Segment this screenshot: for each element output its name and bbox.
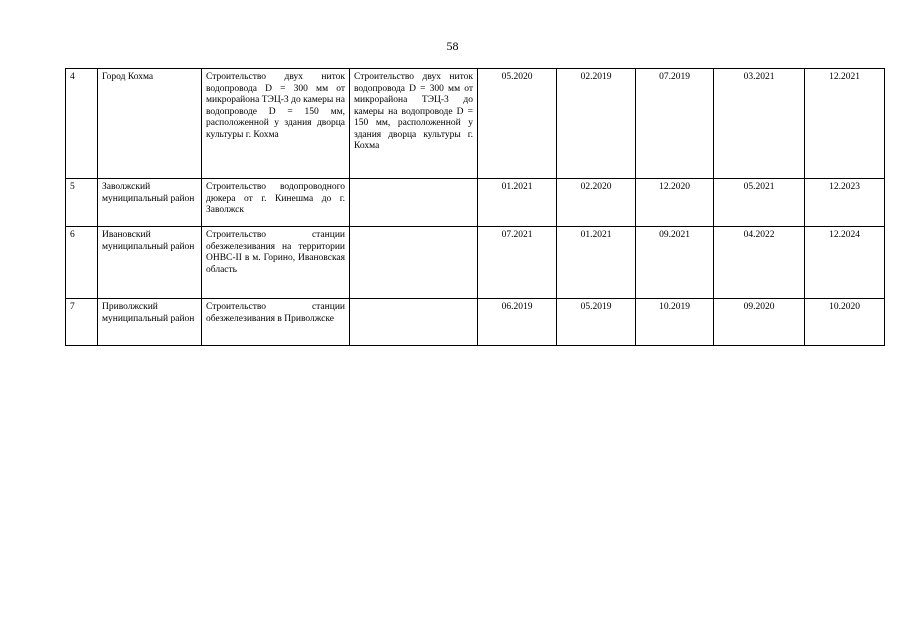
page-number: 58 <box>446 39 459 53</box>
date-cell: 01.2021 <box>557 227 636 299</box>
municipality-name: Город Кохма <box>98 69 202 179</box>
row-number: 4 <box>66 69 98 179</box>
municipality-name: Приволжский муниципальный район <box>98 299 202 346</box>
date-cell: 05.2019 <box>557 299 636 346</box>
date-cell: 06.2019 <box>478 299 557 346</box>
date-cell: 03.2021 <box>714 69 805 179</box>
row-number: 6 <box>66 227 98 299</box>
schedule-table <box>65 68 885 346</box>
date-cell: 01.2021 <box>478 179 557 227</box>
date-cell: 12.2021 <box>805 69 885 179</box>
project-description: Строительство станции обезжелезивания на территории ОНВС-II в м. Горино, Ивановская область <box>202 227 350 299</box>
date-cell: 09.2021 <box>636 227 714 299</box>
municipality-name: Ивановский муниципальный район <box>98 227 202 299</box>
date-cell: 09.2020 <box>714 299 805 346</box>
date-cell: 12.2020 <box>636 179 714 227</box>
project-description-secondary <box>350 179 478 227</box>
date-cell: 10.2020 <box>805 299 885 346</box>
table-row <box>66 227 885 299</box>
date-cell: 12.2023 <box>805 179 885 227</box>
table-row <box>66 179 885 227</box>
table-row <box>66 299 885 346</box>
project-description: Строительство водопроводного дюкера от г. Кинешма до г. Заволжск <box>202 179 350 227</box>
date-cell: 10.2019 <box>636 299 714 346</box>
row-number: 7 <box>66 299 98 346</box>
date-cell: 02.2020 <box>557 179 636 227</box>
project-description-secondary <box>350 299 478 346</box>
project-description: Строительство станции обезжелезивания в Приволжске <box>202 299 350 346</box>
date-cell: 07.2021 <box>478 227 557 299</box>
row-number: 5 <box>66 179 98 227</box>
table-row <box>66 69 885 179</box>
date-cell: 12.2024 <box>805 227 885 299</box>
date-cell: 02.2019 <box>557 69 636 179</box>
date-cell: 05.2020 <box>478 69 557 179</box>
project-description-secondary <box>350 227 478 299</box>
project-description: Строительство двух ниток водопровода D = 300 мм от микрорайона ТЭЦ-3 до камеры на водопроводе D = 150 мм, расположенной у здания дворца культуры г. Кохма <box>202 69 350 179</box>
municipality-name: Заволжский муниципальный район <box>98 179 202 227</box>
date-cell: 07.2019 <box>636 69 714 179</box>
date-cell: 04.2022 <box>714 227 805 299</box>
project-description-secondary: Строительство двух ниток водопровода D = 300 мм от микрорайона ТЭЦ-3 до камеры на водопроводе D = 150 мм, расположенной у здания дворца культуры г. Кохма <box>350 69 478 179</box>
date-cell: 05.2021 <box>714 179 805 227</box>
